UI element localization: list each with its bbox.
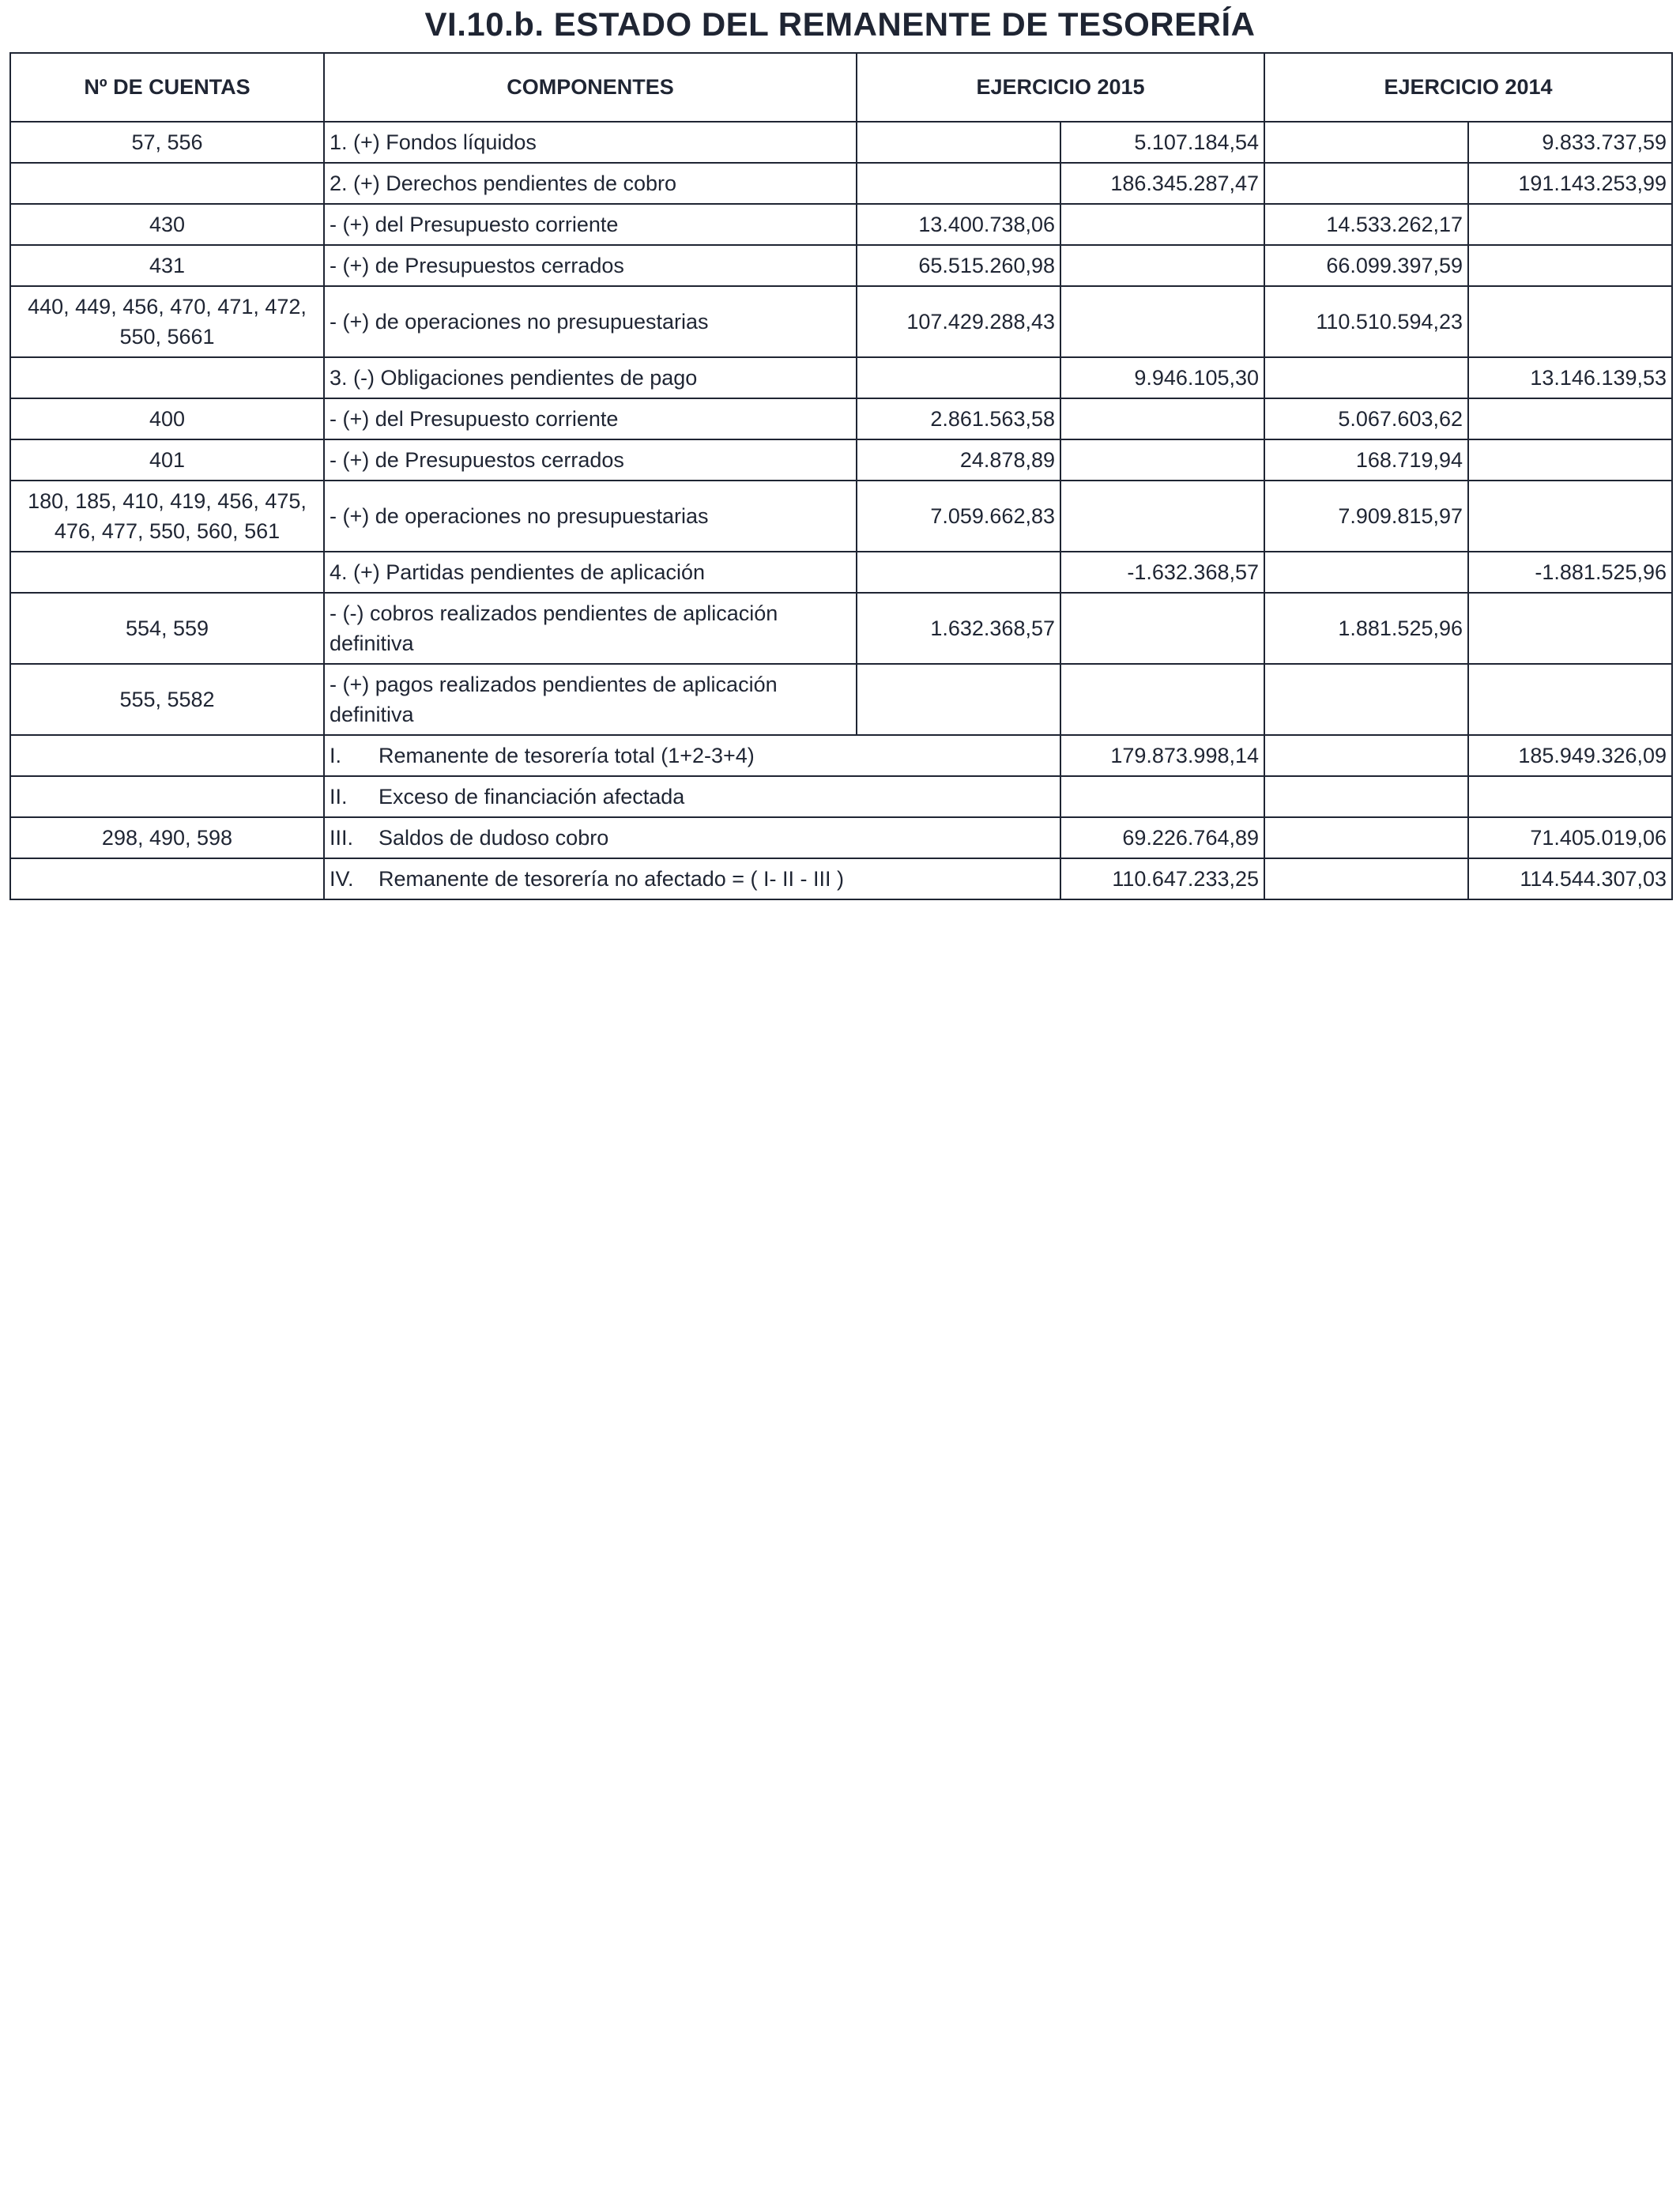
summary-row <box>10 858 1672 899</box>
detalle-2015-cell <box>857 357 1060 398</box>
remanente-table <box>9 52 1673 900</box>
detalle-2015-cell: 24.878,89 <box>857 439 1060 481</box>
total-2015-cell <box>1060 776 1264 817</box>
cuentas-line: 550, 5661 <box>119 325 215 349</box>
roman-numeral: III. <box>330 826 354 850</box>
cuentas-cell <box>10 481 324 552</box>
componente-cell <box>324 593 857 664</box>
table-row <box>10 245 1672 286</box>
detalle-2014-cell: 7.909.815,97 <box>1264 481 1468 552</box>
componente-cell: - (+) del Presupuesto corriente <box>324 204 857 245</box>
detalle-2014-cell: 1.881.525,96 <box>1264 593 1468 664</box>
total-2014-cell: 185.949.326,09 <box>1468 735 1672 776</box>
componente-cell <box>324 664 857 735</box>
detalle-2014-cell: 5.067.603,62 <box>1264 398 1468 439</box>
cuentas-cell: 555, 5582 <box>10 664 324 735</box>
total-2015-cell <box>1060 204 1264 245</box>
total-2015-cell: 5.107.184,54 <box>1060 122 1264 163</box>
roman-numeral: I. <box>330 744 342 767</box>
detalle-2015-cell: 1.632.368,57 <box>857 593 1060 664</box>
table-row <box>10 163 1672 204</box>
detalle-2015-cell: 13.400.738,06 <box>857 204 1060 245</box>
summary-label-cell <box>324 858 1060 899</box>
componente-cell: - (+) de operaciones no presupuestarias <box>324 481 857 552</box>
detalle-2015-cell <box>857 552 1060 593</box>
detalle-2015-cell: 65.515.260,98 <box>857 245 1060 286</box>
detalle-2014-cell: 168.719,94 <box>1264 439 1468 481</box>
roman-numeral: IV. <box>330 867 354 891</box>
componente-cell: 1. (+) Fondos líquidos <box>324 122 857 163</box>
cuentas-cell: 400 <box>10 398 324 439</box>
detalle-2014-cell <box>1264 122 1468 163</box>
total-2015-cell <box>1060 439 1264 481</box>
total-2014-cell: 114.544.307,03 <box>1468 858 1672 899</box>
cuentas-line: 180, 185, 410, 419, 456, 475, <box>28 489 307 513</box>
total-2015-cell: 110.647.233,25 <box>1060 858 1264 899</box>
total-2014-cell <box>1468 776 1672 817</box>
total-2015-cell <box>1060 398 1264 439</box>
summary-row <box>10 817 1672 858</box>
componente-cell: - (+) de operaciones no presupuestarias <box>324 286 857 357</box>
componente-cell: 4. (+) Partidas pendientes de aplicación <box>324 552 857 593</box>
cuentas-cell: 431 <box>10 245 324 286</box>
cuentas-cell <box>10 286 324 357</box>
table-row <box>10 593 1672 664</box>
cuentas-cell <box>10 552 324 593</box>
componente-cell: 3. (-) Obligaciones pendientes de pago <box>324 357 857 398</box>
summary-row <box>10 735 1672 776</box>
header-componentes: COMPONENTES <box>324 53 857 122</box>
detalle-2014-cell: 110.510.594,23 <box>1264 286 1468 357</box>
total-2015-cell <box>1060 286 1264 357</box>
total-2015-cell <box>1060 593 1264 664</box>
summary-label-cell <box>324 776 1060 817</box>
componente-cell: 2. (+) Derechos pendientes de cobro <box>324 163 857 204</box>
cuentas-cell <box>10 357 324 398</box>
header-cuentas: Nº DE CUENTAS <box>10 53 324 122</box>
summary-text: Remanente de tesorería total (1+2-3+4) <box>379 744 755 767</box>
table-row <box>10 664 1672 735</box>
summary-label-cell <box>324 817 1060 858</box>
total-2014-cell <box>1468 439 1672 481</box>
total-2015-cell: 179.873.998,14 <box>1060 735 1264 776</box>
detalle-2014-cell <box>1264 858 1468 899</box>
detalle-2014-cell <box>1264 163 1468 204</box>
cuentas-cell <box>10 858 324 899</box>
detalle-2014-cell <box>1264 817 1468 858</box>
detalle-2015-cell: 7.059.662,83 <box>857 481 1060 552</box>
detalle-2014-cell <box>1264 735 1468 776</box>
detalle-2014-cell <box>1264 552 1468 593</box>
total-2015-cell: -1.632.368,57 <box>1060 552 1264 593</box>
detalle-2015-cell <box>857 664 1060 735</box>
table-row <box>10 552 1672 593</box>
table-row <box>10 122 1672 163</box>
total-2014-cell <box>1468 398 1672 439</box>
total-2014-cell <box>1468 204 1672 245</box>
total-2015-cell: 186.345.287,47 <box>1060 163 1264 204</box>
page-title: VI.10.b. ESTADO DEL REMANENTE DE TESORERÍA <box>424 6 1256 43</box>
total-2014-cell <box>1468 245 1672 286</box>
table-row <box>10 481 1672 552</box>
cuentas-cell <box>10 735 324 776</box>
componente-line: definitiva <box>330 703 414 726</box>
detalle-2014-cell: 66.099.397,59 <box>1264 245 1468 286</box>
total-2014-cell: 13.146.139,53 <box>1468 357 1672 398</box>
cuentas-cell <box>10 163 324 204</box>
roman-numeral: II. <box>330 785 348 809</box>
cuentas-cell: 401 <box>10 439 324 481</box>
cuentas-line: 476, 477, 550, 560, 561 <box>54 519 281 543</box>
total-2014-cell <box>1468 481 1672 552</box>
componente-cell: - (+) del Presupuesto corriente <box>324 398 857 439</box>
table-row <box>10 398 1672 439</box>
componente-cell: - (+) de Presupuestos cerrados <box>324 245 857 286</box>
detalle-2015-cell <box>857 122 1060 163</box>
total-2015-cell <box>1060 245 1264 286</box>
total-2015-cell <box>1060 481 1264 552</box>
detalle-2014-cell: 14.533.262,17 <box>1264 204 1468 245</box>
header-ejercicio-2015: EJERCICIO 2015 <box>857 53 1264 122</box>
detalle-2014-cell <box>1264 664 1468 735</box>
summary-text: Remanente de tesorería no afectado = ( I- II - III ) <box>379 867 845 891</box>
total-2015-cell: 9.946.105,30 <box>1060 357 1264 398</box>
componente-line: - (+) pagos realizados pendientes de aplicación <box>330 673 778 696</box>
cuentas-line: 440, 449, 456, 470, 471, 472, <box>28 295 307 319</box>
total-2015-cell: 69.226.764,89 <box>1060 817 1264 858</box>
total-2014-cell: 191.143.253,99 <box>1468 163 1672 204</box>
header-row <box>10 53 1672 122</box>
componente-line: definitiva <box>330 631 414 655</box>
detalle-2015-cell: 2.861.563,58 <box>857 398 1060 439</box>
total-2014-cell: 9.833.737,59 <box>1468 122 1672 163</box>
header-ejercicio-2014: EJERCICIO 2014 <box>1264 53 1672 122</box>
summary-text: Exceso de financiación afectada <box>379 785 685 809</box>
summary-row <box>10 776 1672 817</box>
summary-label-cell <box>324 735 1060 776</box>
table-row <box>10 286 1672 357</box>
cuentas-cell: 298, 490, 598 <box>10 817 324 858</box>
total-2015-cell <box>1060 664 1264 735</box>
summary-text: Saldos de dudoso cobro <box>379 826 609 850</box>
detalle-2014-cell <box>1264 776 1468 817</box>
table-row <box>10 357 1672 398</box>
cuentas-cell: 57, 556 <box>10 122 324 163</box>
total-2014-cell <box>1468 664 1672 735</box>
detalle-2015-cell: 107.429.288,43 <box>857 286 1060 357</box>
detalle-2014-cell <box>1264 357 1468 398</box>
cuentas-cell: 430 <box>10 204 324 245</box>
cuentas-cell <box>10 776 324 817</box>
detalle-2015-cell <box>857 163 1060 204</box>
table-row <box>10 204 1672 245</box>
componente-line: - (-) cobros realizados pendientes de aplicación <box>330 601 778 625</box>
total-2014-cell: -1.881.525,96 <box>1468 552 1672 593</box>
total-2014-cell <box>1468 593 1672 664</box>
componente-cell: - (+) de Presupuestos cerrados <box>324 439 857 481</box>
cuentas-cell: 554, 559 <box>10 593 324 664</box>
total-2014-cell <box>1468 286 1672 357</box>
table-row <box>10 439 1672 481</box>
total-2014-cell: 71.405.019,06 <box>1468 817 1672 858</box>
